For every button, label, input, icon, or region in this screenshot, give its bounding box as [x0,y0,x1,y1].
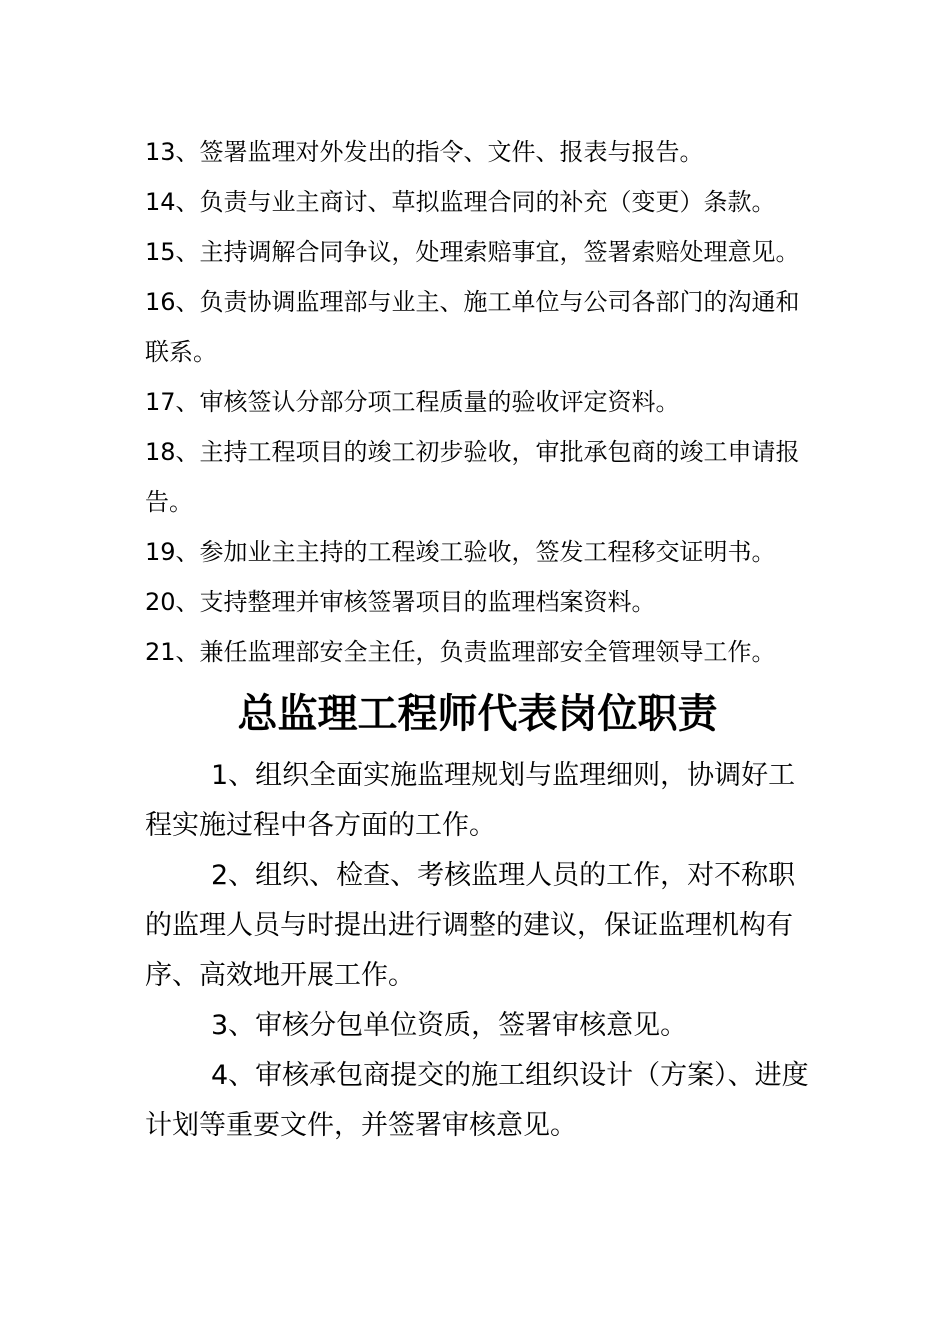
list-item-16: 16、负责协调监理部与业主、施工单位与公司各部门的沟通和联系。 [145,288,800,366]
list-item-19: 19、参加业主主持的工程竣工验收，签发工程移交证明书。 [145,538,776,566]
duty-item-2: 2、组织、检查、考核监理人员的工作，对不称职的监理人员与时提出进行调整的建议，保证监理机构有序、高效地开展工作。 [145,860,796,991]
duty-item-1: 1、组织全面实施监理规划与监理细则，协调好工程实施过程中各方面的工作。 [145,760,796,841]
list-item-15: 15、主持调解合同争议，处理索赔事宜，签署索赔处理意见。 [145,238,800,266]
duty-item-4: 4、审核承包商提交的施工组织设计（方案）、进度计划等重要文件，并签署审核意见。 [145,1060,809,1141]
list-item-21: 21、兼任监理部安全主任，负责监理部安全管理领导工作。 [145,638,776,666]
section-title: 总监理工程师代表岗位职责 [237,691,718,737]
list-item-14: 14、负责与业主商讨、草拟监理合同的补充（变更）条款。 [145,188,776,216]
list-item-20: 20、支持整理并审核签署项目的监理档案资料。 [145,588,656,616]
list-item-13: 13、签署监理对外发出的指令、文件、报表与报告。 [145,138,704,166]
duty-item-3: 3、审核分包单位资质，签署审核意见。 [211,1010,688,1041]
list-item-18: 18、主持工程项目的竣工初步验收，审批承包商的竣工申请报告。 [145,438,800,516]
list-item-17: 17、审核签认分部分项工程质量的验收评定资料。 [145,388,680,416]
document-body [145,127,810,1151]
